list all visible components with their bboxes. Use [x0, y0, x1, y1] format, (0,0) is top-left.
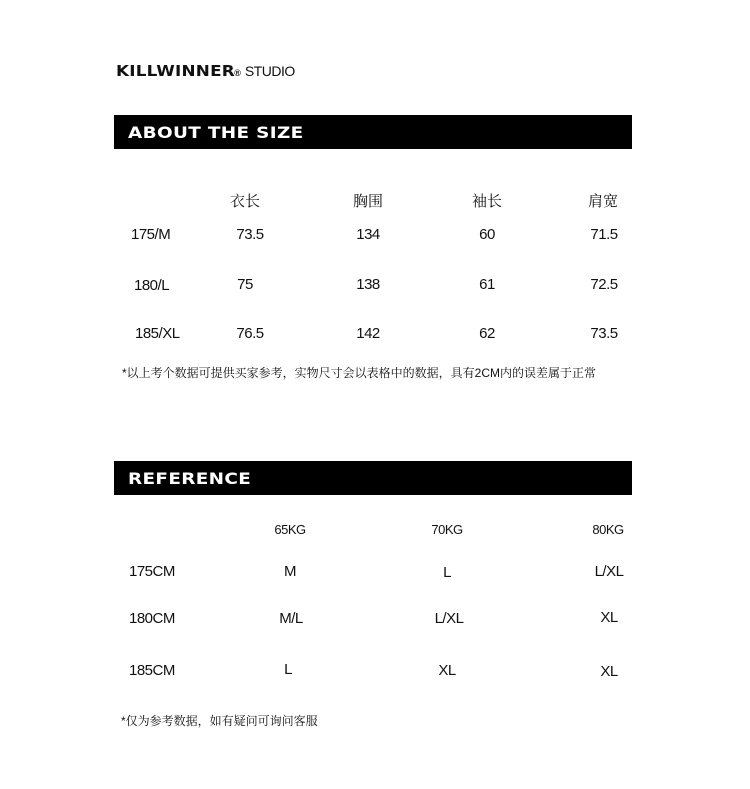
size-cell: 60	[479, 226, 495, 243]
size-section-title: ABOUT THE SIZE	[128, 123, 304, 142]
reference-cell: L/XL	[594, 563, 624, 580]
size-cell: 61	[479, 276, 495, 293]
registered-mark: ®	[234, 68, 241, 78]
size-cell: 73.5	[590, 325, 618, 342]
size-cell: 62	[479, 325, 495, 342]
size-cell: 73.5	[236, 226, 264, 243]
brand-logo	[116, 62, 295, 80]
reference-note: *仅为参考数据，如有疑问可询问客服	[121, 714, 318, 728]
brand-sub: STUDIO	[244, 63, 295, 79]
size-cell: 142	[356, 325, 380, 342]
reference-section-header	[114, 461, 632, 495]
reference-cell: XL	[600, 663, 618, 680]
reference-row-label: 185CM	[129, 662, 175, 679]
size-header-sleeve: 袖长	[471, 193, 503, 210]
reference-cell: XL	[438, 662, 456, 679]
reference-cell: L	[284, 661, 292, 678]
reference-header-weight: 80KG	[592, 522, 624, 537]
size-header-length: 衣长	[229, 193, 261, 210]
size-cell: 138	[356, 276, 380, 293]
reference-row-label: 175CM	[129, 563, 175, 580]
reference-cell: XL	[600, 609, 618, 626]
brand-name: KILLWINNER	[116, 62, 235, 80]
size-cell: 76.5	[236, 325, 264, 342]
size-cell: 134	[356, 226, 380, 243]
size-row-label: 180/L	[134, 277, 170, 294]
reference-cell: L/XL	[434, 610, 464, 627]
reference-header-weight: 65KG	[274, 522, 306, 537]
size-section-header	[114, 115, 632, 149]
reference-section-title: REFERENCE	[128, 469, 252, 488]
size-header-shoulder: 肩宽	[587, 193, 619, 210]
reference-row-label: 180CM	[129, 610, 175, 627]
size-row-label: 175/M	[131, 226, 171, 243]
reference-cell: L	[443, 564, 451, 581]
size-cell: 75	[237, 276, 253, 293]
reference-header-weight: 70KG	[431, 522, 463, 537]
size-cell: 71.5	[590, 226, 618, 243]
reference-cell: M/L	[279, 610, 303, 627]
size-note: *以上考个数据可提供买家参考，实物尺寸会以表格中的数据，具有2CM内的误差属于正常	[122, 366, 597, 380]
reference-cell: M	[284, 563, 296, 580]
size-cell: 72.5	[590, 276, 618, 293]
size-header-chest: 胸围	[352, 193, 384, 210]
size-row-label: 185/XL	[135, 325, 180, 342]
